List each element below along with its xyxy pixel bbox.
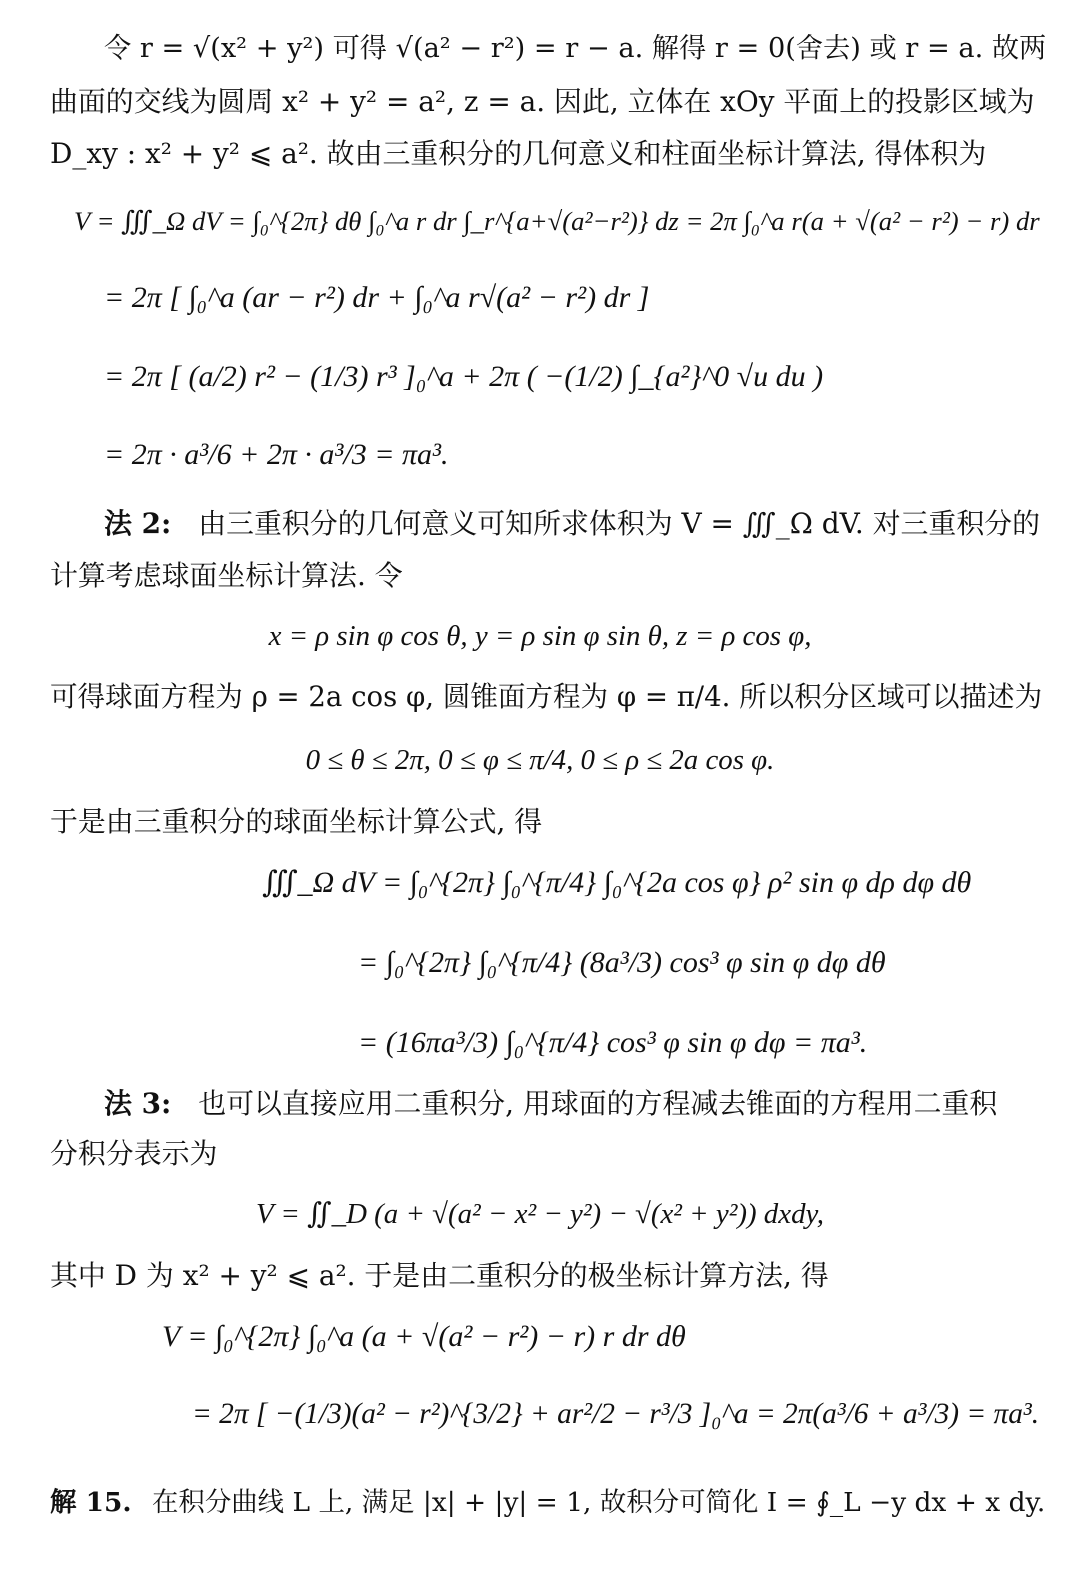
equation-line: x = ρ sin φ cos θ, y = ρ sin φ sin θ, z = ρ cos φ,	[268, 620, 812, 652]
equation-line: 0 ≤ θ ≤ 2π, 0 ≤ φ ≤ π/4, 0 ≤ ρ ≤ 2a cos φ.	[305, 744, 775, 776]
paragraph-line: 分积分表示为	[50, 1137, 218, 1170]
equation-line: = ∫₀^{2π} ∫₀^{π/4} (8a³/3) cos³ φ sin φ dφ dθ	[358, 946, 886, 979]
solution-label: 解 15.	[50, 1487, 132, 1518]
equation-line: = 2π [ ∫₀^a (ar − r²) dr + ∫₀^a r√(a² − r²) dr ]	[104, 281, 650, 314]
paragraph-line: 曲面的交线为圆周 x² + y² = a², z = a. 因此, 立体在 xOy 平面上的投影区域为	[50, 85, 1035, 118]
method-label: 法 3:	[104, 1087, 172, 1120]
paragraph-text: 在积分曲线 L 上, 满足 |x| + |y| = 1, 故积分可简化 I = ∮_L −y dx + x dy.	[152, 1487, 1046, 1518]
paragraph-line: 其中 D 为 x² + y² ⩽ a². 于是由二重积分的极坐标计算方法, 得	[50, 1259, 829, 1292]
equation-line: = 2π · a³/6 + 2π · a³/3 = πa³.	[104, 438, 449, 471]
paragraph-line: 令 r = √(x² + y²) 可得 √(a² − r²) = r − a. 解得 r = 0(舍去) 或 r = a. 故两	[104, 33, 1047, 64]
equation-line: ∭_Ω dV = ∫₀^{2π} ∫₀^{π/4} ∫₀^{2a cos φ} ρ² sin φ dρ dφ dθ	[262, 866, 972, 899]
equation-line: = 2π [ (a/2) r² − (1/3) r³ ]₀^a + 2π ( −(1/2) ∫_{a²}^0 √u du )	[104, 360, 824, 393]
equation-line: V = ∬_D (a + √(a² − x² − y²) − √(x² + y²)) dxdy,	[256, 1198, 824, 1230]
method-3-heading-line	[0, 1087, 1080, 1120]
paragraph-line: D_xy : x² + y² ⩽ a². 故由三重积分的几何意义和柱面坐标计算法, 得体积为	[50, 137, 987, 170]
paragraph-text: 由三重积分的几何意义可知所求体积为 V = ∭_Ω dV. 对三重积分的	[198, 507, 1041, 540]
method-2-heading-line	[0, 507, 1080, 540]
equation-line: V = ∭_Ω dV = ∫₀^{2π} dθ ∫₀^a r dr ∫_r^{a+√(a²−r²)} dz = 2π ∫₀^a r(a + √(a² − r²) − r) dr	[74, 206, 1040, 236]
paragraph-line: 计算考虑球面坐标计算法. 令	[50, 559, 403, 592]
paragraph-line: 于是由三重积分的球面坐标计算公式, 得	[50, 805, 543, 838]
paragraph-text: 也可以直接应用二重积分, 用球面的方程减去锥面的方程用二重积	[198, 1087, 998, 1120]
equation-line: = (16πa³/3) ∫₀^{π/4} cos³ φ sin φ dφ = πa³.	[358, 1026, 868, 1059]
method-label: 法 2:	[104, 507, 172, 540]
equation-line: = 2π [ −(1/3)(a² − r²)^{3/2} + ar²/2 − r³/3 ]₀^a = 2π(a³/6 + a³/3) = πa³.	[192, 1398, 1040, 1430]
paragraph-line: 可得球面方程为 ρ = 2a cos φ, 圆锥面方程为 φ = π/4. 所以积分区域可以描述为	[50, 681, 1043, 713]
equation-line: V = ∫₀^{2π} ∫₀^a (a + √(a² − r²) − r) r dr dθ	[162, 1320, 686, 1353]
solution-15-line	[0, 1487, 1080, 1518]
